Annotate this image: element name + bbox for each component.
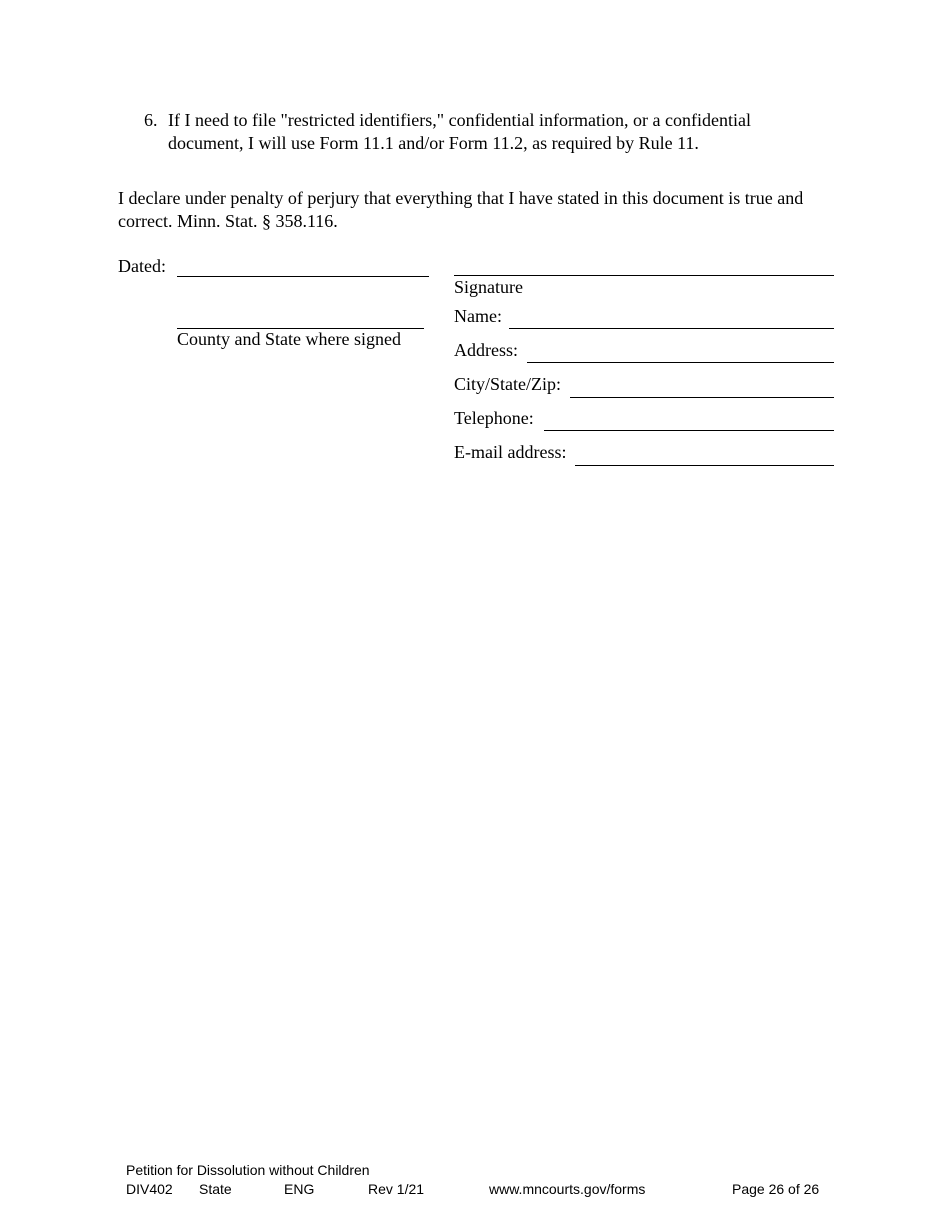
name-label: Name: (454, 306, 502, 326)
footer-revision: Rev 1/21 (368, 1181, 425, 1197)
address-field[interactable] (527, 362, 834, 363)
dated-label: Dated: (118, 256, 166, 276)
declaration-line-1: I declare under penalty of perjury that everything that I have stated in this document is true and (118, 188, 804, 208)
perjury-declaration (118, 187, 838, 233)
dated-field[interactable] (177, 276, 429, 277)
declaration-line-2: correct. Minn. Stat. § 358.116. (118, 211, 338, 231)
email-label: E-mail address: (454, 442, 567, 462)
telephone-label: Telephone: (454, 408, 534, 428)
list-item-line-1: If I need to file "restricted identifiers," confidential information, or a confidential (168, 110, 751, 130)
city-state-zip-label: City/State/Zip: (454, 374, 561, 394)
list-item-text (168, 109, 848, 155)
county-state-label: County and State where signed (177, 329, 401, 349)
email-field[interactable] (575, 465, 834, 466)
footer-website[interactable]: www.mncourts.gov/forms (489, 1181, 646, 1197)
footer-jurisdiction: State (199, 1181, 232, 1197)
telephone-field[interactable] (544, 430, 834, 431)
city-state-zip-field[interactable] (570, 397, 834, 398)
list-item-number: 6. (144, 110, 158, 130)
name-field[interactable] (509, 328, 834, 329)
signature-label: Signature (454, 277, 523, 297)
list-item-line-2: document, I will use Form 11.1 and/or Form 11.2, as required by Rule 11. (168, 133, 699, 153)
footer-form-title: Petition for Dissolution without Children (126, 1162, 370, 1178)
address-label: Address: (454, 340, 518, 360)
footer-form-code: DIV402 (126, 1181, 173, 1197)
footer-language: ENG (284, 1181, 315, 1197)
footer-page-number: Page 26 of 26 (732, 1181, 820, 1197)
